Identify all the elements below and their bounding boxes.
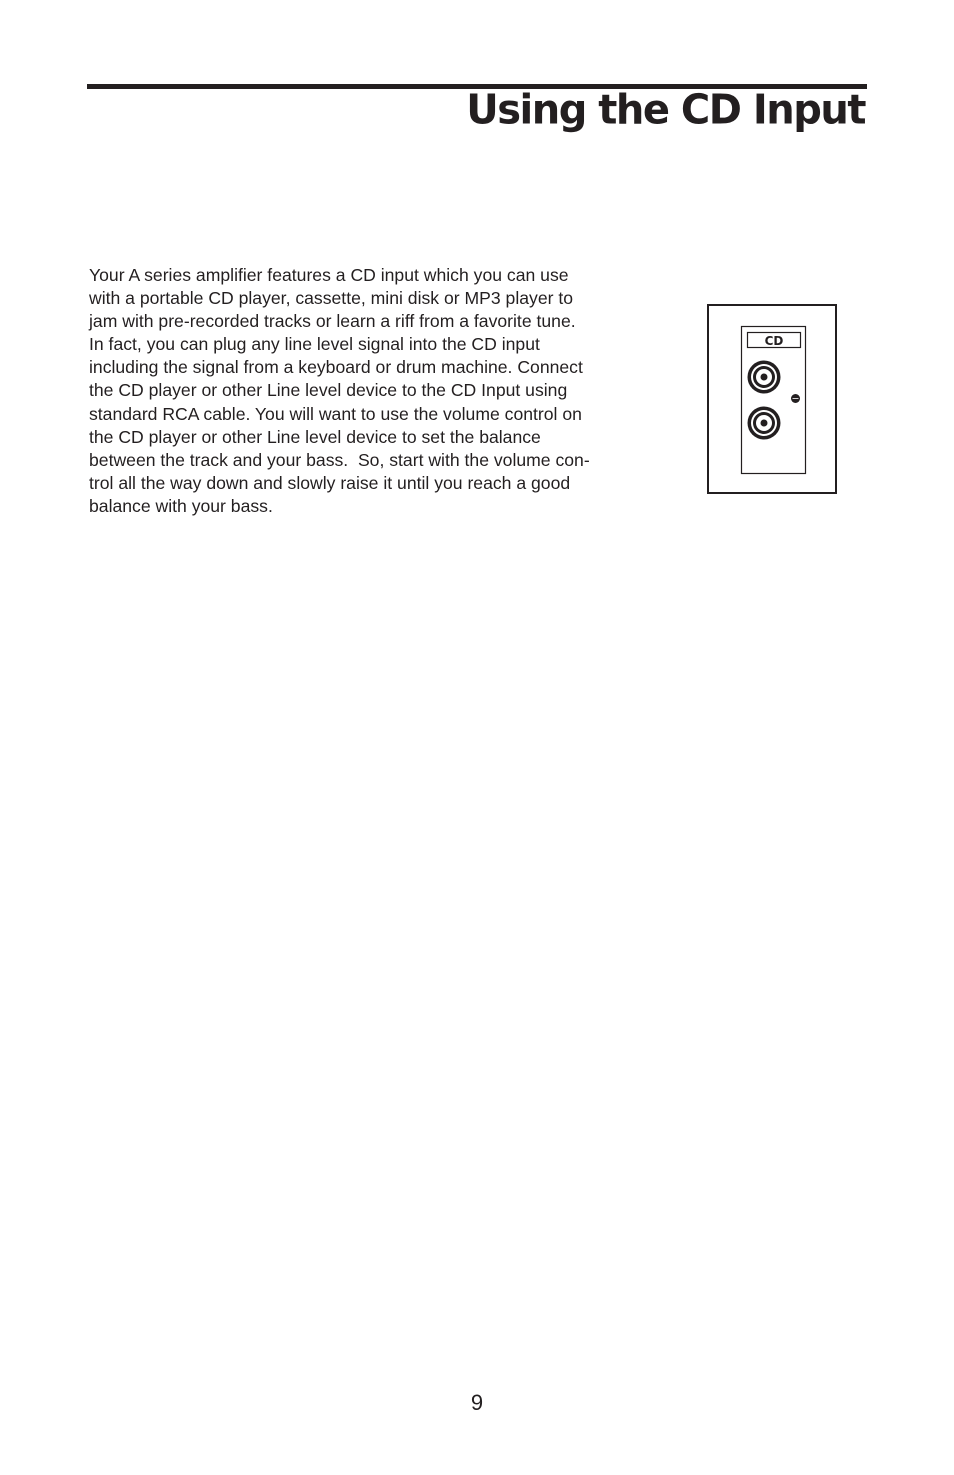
page-title: Using the CD Input <box>466 86 865 134</box>
body-line: In fact, you can plug any line level signal into the CD input <box>89 334 540 355</box>
rca-jack-top <box>748 361 781 394</box>
rca-input-jacks-icon <box>707 304 837 494</box>
body-line: the CD player or other Line level device to set the balance <box>89 426 541 447</box>
body-line: trol all the way down and slowly raise it until you reach a good <box>89 472 571 493</box>
body-paragraph <box>89 264 649 518</box>
body-line: standard RCA cable. You will want to use the volume control on <box>89 403 582 424</box>
body-line: the CD player or other Line level device to the CD Input using <box>89 380 568 401</box>
body-line: with a portable CD player, cassette, mini disk or MP3 player to <box>89 288 574 309</box>
cd-input-panel-figure <box>707 304 837 494</box>
page-number: 9 <box>470 1390 484 1415</box>
body-line: balance with your bass. <box>89 495 273 516</box>
rca-jack-bottom <box>748 407 781 440</box>
body-line: between the track and your bass. So, start with the volume con- <box>89 449 590 470</box>
panel-label: CD <box>764 334 784 348</box>
body-line: jam with pre-recorded tracks or learn a riff from a favorite tune. <box>89 311 576 332</box>
body-line: including the signal from a keyboard or drum machine. Connect <box>89 357 583 378</box>
body-line: Your A series amplifier features a CD input which you can use <box>89 265 569 285</box>
panel-screw-icon <box>791 394 800 403</box>
